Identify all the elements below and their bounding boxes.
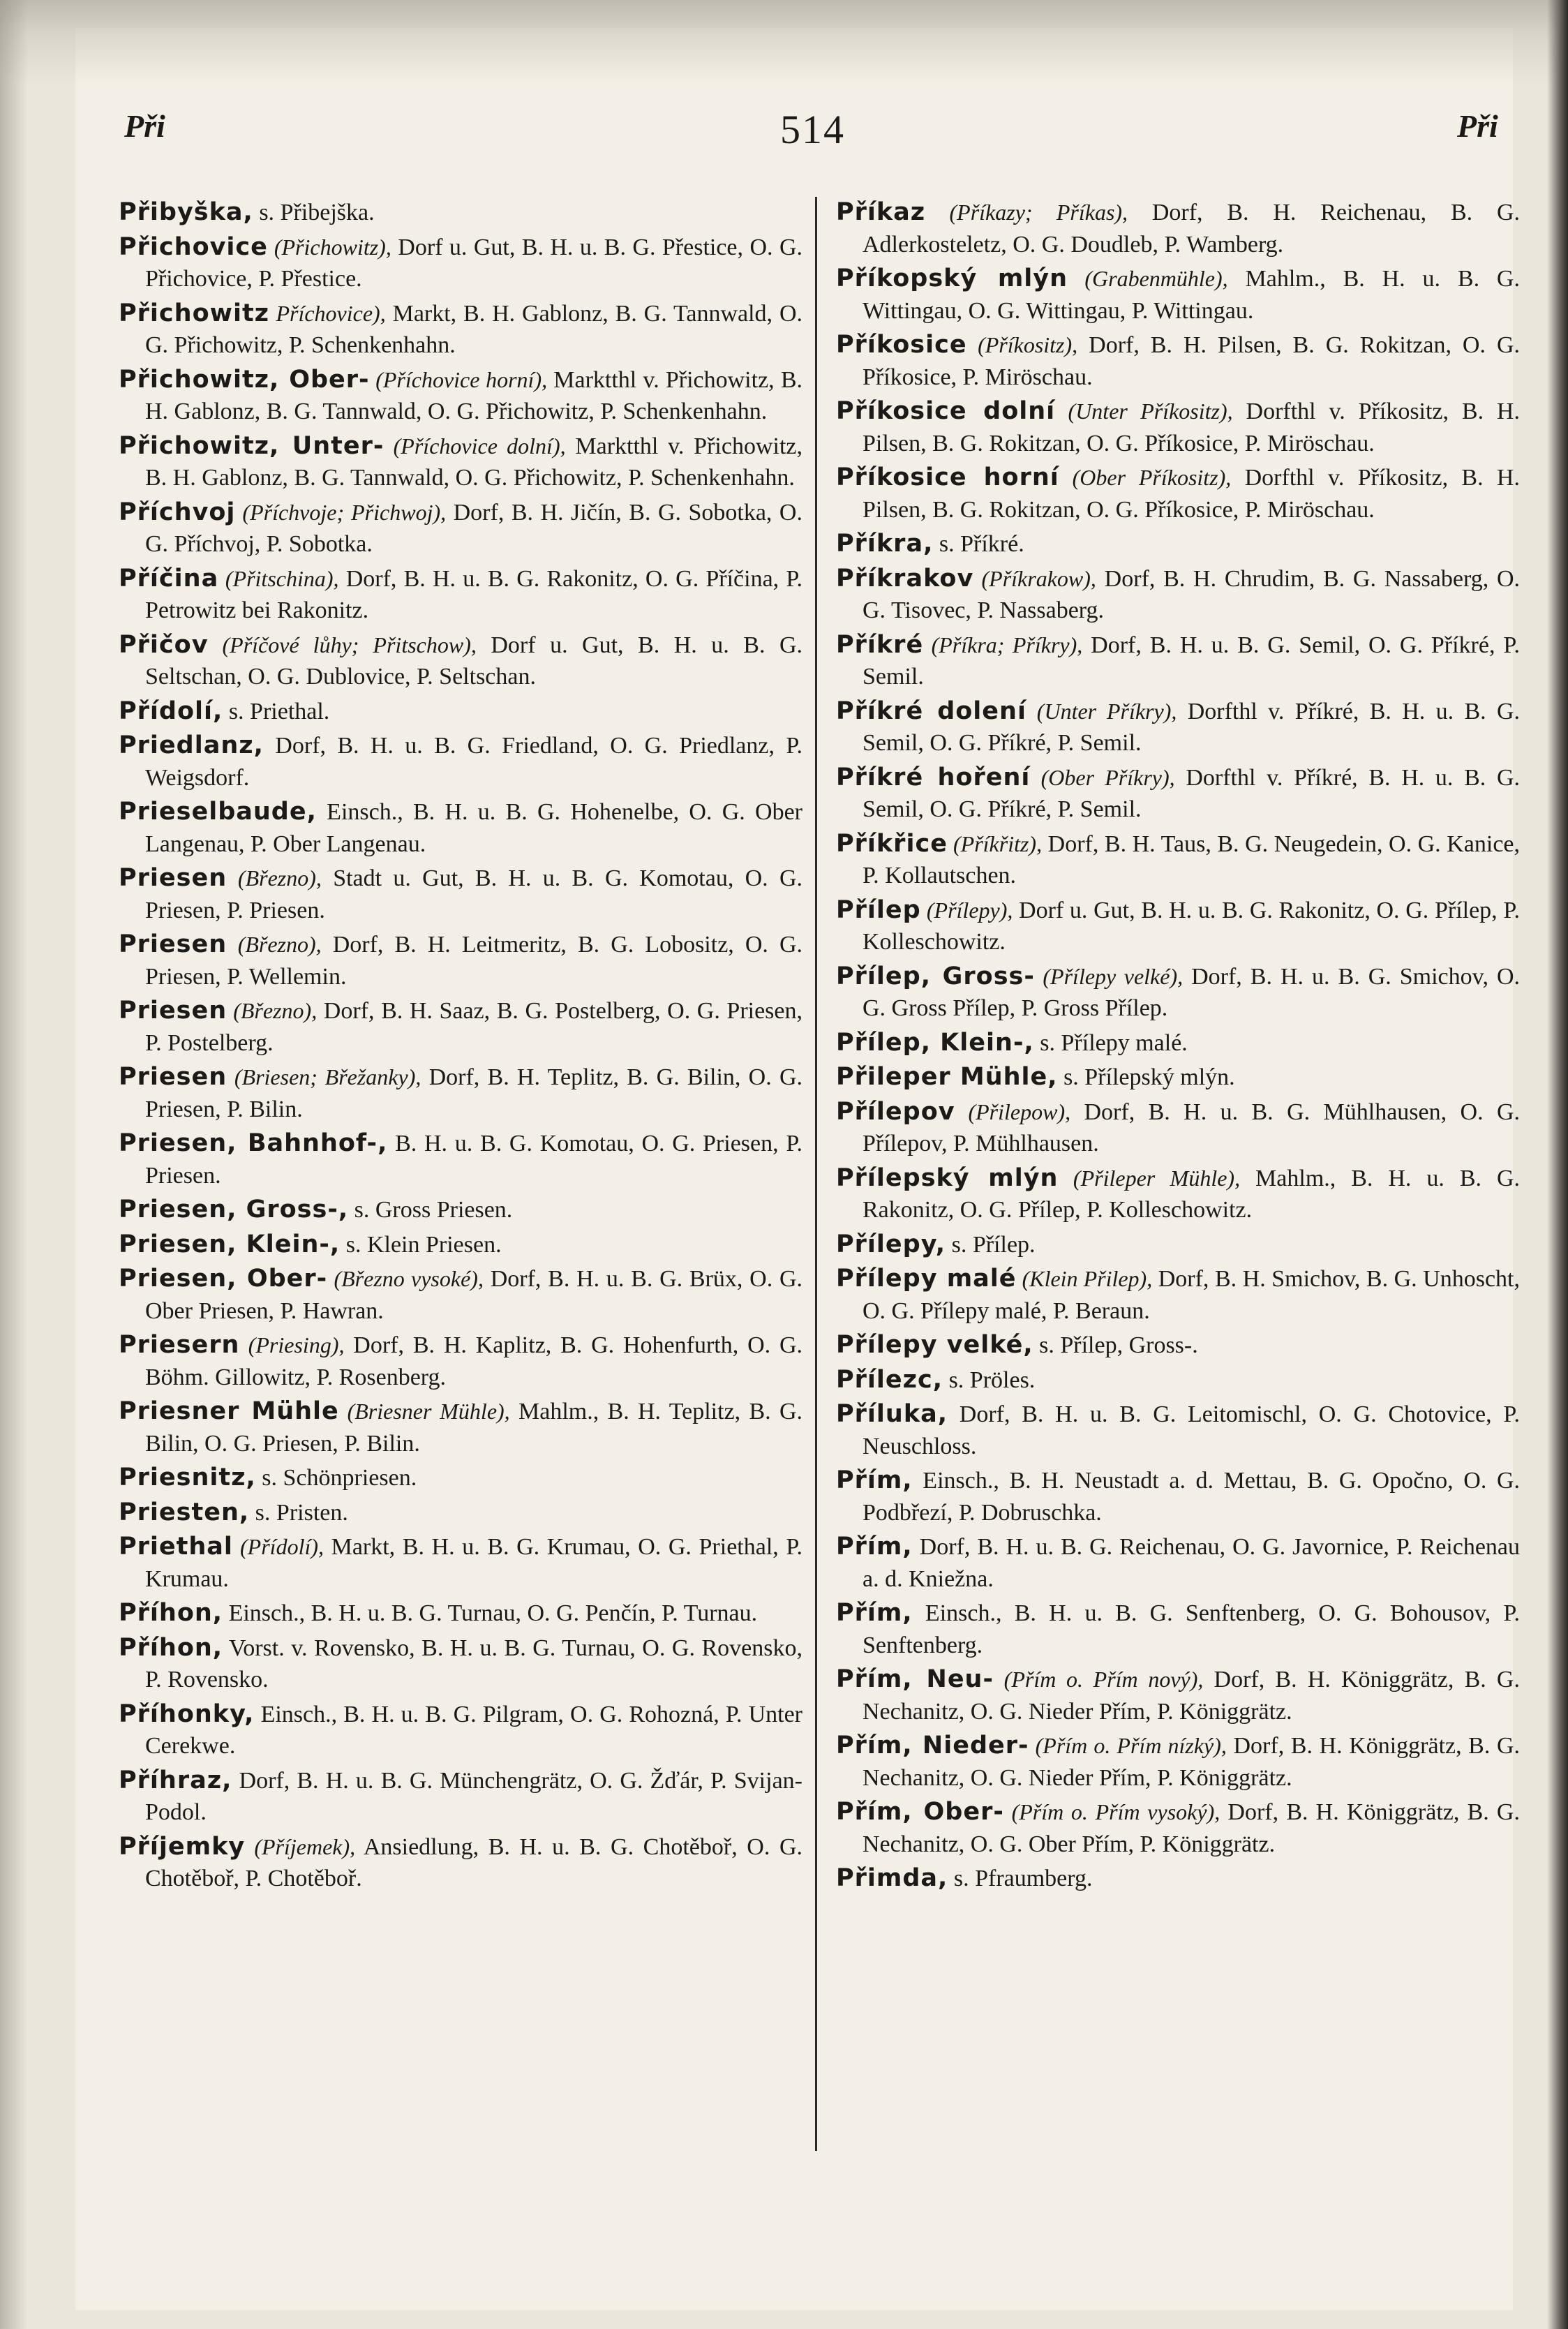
gazetteer-entry bbox=[119, 1062, 802, 1125]
entry-headword: Příhon, bbox=[119, 1633, 223, 1662]
entry-description: s. Přibejška. bbox=[253, 200, 375, 225]
entry-alternate-name: (Unter Příkry), bbox=[1026, 698, 1177, 724]
gazetteer-entry bbox=[119, 1128, 802, 1191]
entry-alternate-name: (Briesen; Břežanky), bbox=[227, 1064, 421, 1089]
entry-headword: Příkré hoření bbox=[836, 763, 1031, 791]
gazetteer-entry bbox=[119, 730, 802, 794]
entry-description: Dorf, B. H. u. B. G. Leitomischl, O. G. Chotovice, P. Neuschloss. bbox=[863, 1401, 1520, 1459]
gazetteer-entry bbox=[119, 1229, 802, 1261]
entry-headword: Priethal bbox=[119, 1533, 233, 1561]
entry-headword: Přílezc, bbox=[836, 1365, 943, 1394]
entry-alternate-name: (Příkřitz), bbox=[947, 831, 1043, 856]
entry-description: Dorf, B. H. Smichov, B. G. Unhoscht, O. G. Přílepy malé, P. Beraun. bbox=[863, 1266, 1521, 1324]
entry-headword: Příhraz, bbox=[119, 1766, 232, 1794]
gazetteer-entry bbox=[119, 1396, 802, 1459]
entry-alternate-name: (Březno), bbox=[227, 865, 322, 891]
entry-headword: Priesen, Gross-, bbox=[119, 1196, 349, 1223]
entry-headword: Přichowitz, Unter- bbox=[119, 431, 384, 460]
gazetteer-entry bbox=[836, 895, 1520, 958]
entry-headword: Priesen, Ober- bbox=[119, 1265, 328, 1293]
entry-description: Einsch., B. H. u. B. G. Senftenberg, O. G. Bohousov, P. Senftenberg. bbox=[863, 1600, 1520, 1658]
gazetteer-entry bbox=[119, 1531, 802, 1595]
entry-headword: Přím, bbox=[836, 1533, 913, 1561]
entry-description: Dorf, B. H. u. B. G. Reichenau, O. G. Javornice, P. Reichenau a. d. Kniežna. bbox=[863, 1534, 1520, 1592]
entry-description: Dorf, B. H. Saaz, B. G. Postelberg, O. G. Priesen, P. Postelberg. bbox=[145, 998, 803, 1056]
entry-alternate-name: (Březno vysoké), bbox=[327, 1266, 484, 1291]
entry-headword: Priesnitz, bbox=[119, 1464, 256, 1491]
entry-description: B. H. u. B. G. Komotau, O. G. Priesen, P. Priesen. bbox=[145, 1131, 802, 1189]
entry-description: s. Pristen. bbox=[249, 1499, 348, 1526]
entry-headword: Přičov bbox=[119, 630, 209, 659]
gazetteer-entry bbox=[836, 263, 1520, 327]
entry-headword: Příkaz bbox=[836, 198, 926, 226]
entry-description: s. Pfraumberg. bbox=[948, 1866, 1093, 1891]
column-rule bbox=[815, 197, 817, 2151]
running-head-right: Při bbox=[1457, 108, 1498, 144]
entry-alternate-name: (Ober Příkry), bbox=[1030, 764, 1175, 790]
entry-description: Dorfthl v. Příkositz, B. H. Pilsen, B. G. Rokitzan, O. G. Příkosice, P. Miröschau. bbox=[863, 465, 1520, 523]
gazetteer-entry bbox=[119, 298, 802, 362]
entry-description: Dorf, B. H. u. B. G. Mühlhausen, O. G. Přílepov, P. Mühlhausen. bbox=[863, 1099, 1521, 1156]
entry-description: Mahlm., B. H. u. B. G. Rakonitz, O. G. Přílep, P. Kolleschowitz. bbox=[863, 1165, 1521, 1223]
gazetteer-entry bbox=[119, 630, 802, 693]
gazetteer-entry bbox=[836, 630, 1520, 693]
entry-headword: Příkré dolení bbox=[836, 697, 1026, 725]
running-head-left: Při bbox=[124, 108, 165, 144]
gazetteer-entry bbox=[836, 1730, 1520, 1794]
entry-description: Einsch., B. H. u. B. G. Turnau, O. G. Penčín, P. Turnau. bbox=[223, 1600, 758, 1626]
gazetteer-entry bbox=[119, 431, 802, 494]
entry-headword: Přílep bbox=[836, 895, 921, 924]
gazetteer-entry bbox=[836, 1664, 1520, 1727]
entry-headword: Přím, Nieder- bbox=[836, 1732, 1029, 1759]
gazetteer-entry bbox=[119, 995, 802, 1059]
gazetteer-entry bbox=[119, 929, 802, 992]
entry-description: s. Klein Priesen. bbox=[340, 1231, 502, 1258]
entry-description: Dorf u. Gut, B. H. u. B. G. Přestice, O. G. Přichovice, P. Přestice. bbox=[145, 234, 802, 292]
entry-description: Ansiedlung, B. H. u. B. G. Chotěboř, O. G. Chotěboř, P. Chotěboř. bbox=[145, 1833, 803, 1891]
gazetteer-entry bbox=[119, 197, 802, 229]
scan-left-shadow bbox=[0, 0, 28, 2329]
gazetteer-entry bbox=[836, 197, 1520, 260]
entry-headword: Přílepy velké, bbox=[836, 1331, 1033, 1359]
gazetteer-entry bbox=[119, 232, 802, 295]
entry-description: Dorf u. Gut, B. H. u. B. G. Seltschan, O. G. Dublovice, P. Seltschan. bbox=[145, 632, 803, 690]
entry-headword: Příčina bbox=[119, 564, 219, 593]
entry-headword: Přím, bbox=[836, 1466, 913, 1494]
gazetteer-entry bbox=[836, 1062, 1520, 1094]
gazetteer-entry bbox=[119, 796, 802, 860]
entry-alternate-name: (Přileper Mühle), bbox=[1058, 1165, 1241, 1191]
entry-alternate-name: (Příkositz), bbox=[966, 332, 1078, 357]
entry-headword: Příhon, bbox=[119, 1599, 223, 1627]
entry-description: Dorf, B. H. Königgrätz, B. G. Nechanitz, O. G. Ober Přím, P. Königgrätz. bbox=[863, 1799, 1520, 1857]
entry-description: Einsch., B. H. Neustadt a. d. Mettau, B. G. Opočno, O. G. Podbřezí, P. Dobruschka. bbox=[863, 1468, 1520, 1526]
gazetteer-entry bbox=[119, 563, 802, 627]
gazetteer-entry bbox=[119, 863, 802, 926]
entry-headword: Příhonky, bbox=[119, 1699, 255, 1728]
entry-alternate-name: (Přitschina), bbox=[218, 565, 339, 591]
gazetteer-entry bbox=[836, 1027, 1520, 1059]
gazetteer-entry bbox=[836, 1163, 1520, 1226]
entry-headword: Přílep, Klein-, bbox=[836, 1028, 1034, 1057]
entry-alternate-name: (Ober Příkositz), bbox=[1059, 465, 1232, 490]
entry-alternate-name: (Příchovice dolní), bbox=[384, 433, 566, 459]
entry-headword: Příkra, bbox=[836, 530, 934, 558]
entry-headword: Priedlanz, bbox=[119, 731, 264, 759]
entry-alternate-name: (Příkazy; Příkas), bbox=[925, 200, 1128, 225]
entry-alternate-name: (Unter Příkositz), bbox=[1055, 399, 1233, 424]
gazetteer-entry bbox=[119, 1263, 802, 1327]
entry-alternate-name: (Přílepy velké), bbox=[1034, 963, 1184, 989]
entry-description: Einsch., B. H. u. B. G. Hohenelbe, O. G. Ober Langenau, P. Ober Langenau. bbox=[145, 799, 802, 857]
entry-headword: Priesten, bbox=[119, 1498, 250, 1526]
entry-alternate-name: (Příchvoje; Přichwoj), bbox=[235, 499, 447, 525]
gazetteer-entry bbox=[836, 329, 1520, 393]
gazetteer-entry bbox=[119, 1330, 802, 1393]
gazetteer-entry bbox=[836, 1531, 1520, 1595]
entry-headword: Příkopský mlýn bbox=[836, 265, 1068, 292]
left-column bbox=[119, 197, 802, 1898]
entry-headword: Priesern bbox=[119, 1331, 240, 1359]
entry-description: Dorfthl v. Příkré, B. H. u. B. G. Semil, O. G. Příkré, P. Semil. bbox=[863, 764, 1521, 822]
gazetteer-entry bbox=[836, 696, 1520, 759]
right-column bbox=[836, 197, 1520, 1898]
entry-headword: Priesner Mühle bbox=[119, 1397, 339, 1425]
entry-headword: Přimda, bbox=[836, 1864, 948, 1892]
gazetteer-entry bbox=[119, 696, 802, 728]
gazetteer-entry bbox=[119, 1699, 802, 1762]
entry-description: s. Přílep, Gross-. bbox=[1033, 1332, 1198, 1358]
entry-alternate-name: (Grabenmühle), bbox=[1068, 266, 1228, 291]
gazetteer-entry bbox=[119, 1765, 802, 1829]
entry-alternate-name: (Přílepy), bbox=[920, 897, 1013, 923]
entry-description: s. Přílepy malé. bbox=[1033, 1029, 1188, 1056]
entry-description: Dorf, B. H. Leitmeritz, B. G. Lobositz, O. G. Priesen, P. Wellemin. bbox=[145, 932, 802, 990]
entry-description: Marktthl v. Přichowitz, B. H. Gablonz, B. G. Tannwald, O. G. Přichowitz, P. Schenkenhahn. bbox=[145, 366, 803, 424]
entry-description: Einsch., B. H. u. B. G. Pilgram, O. G. Rohozná, P. Unter Cerekwe. bbox=[145, 1701, 802, 1759]
entry-description: Dorf, B. H. u. B. G. Smichov, O. G. Gross Přílep, P. Gross Přílep. bbox=[863, 963, 1520, 1021]
entry-description: Dorf, B. H. Königgrätz, B. G. Nechanitz, O. G. Nieder Přím, P. Königgrätz. bbox=[863, 1733, 1520, 1791]
scan-top-shadow bbox=[0, 0, 1568, 84]
gazetteer-entry bbox=[119, 1598, 802, 1630]
entry-alternate-name: (Přilepow), bbox=[955, 1099, 1071, 1124]
entry-description: s. Gross Priesen. bbox=[348, 1197, 513, 1223]
entry-alternate-name: (Příchovice horní), bbox=[369, 366, 548, 392]
entry-description: Mahlm., B. H. Teplitz, B. G. Bilin, O. G. Priesen, P. Bilin. bbox=[145, 1399, 803, 1457]
entry-headword: Přichowitz, Ober- bbox=[119, 365, 370, 394]
entry-alternate-name: (Přím o. Přím nový), bbox=[994, 1667, 1204, 1692]
gazetteer-entry bbox=[836, 1465, 1520, 1528]
gazetteer-entry bbox=[836, 762, 1520, 826]
entry-description: Dorf, B. H. Chrudim, B. G. Nassaberg, O. G. Tisovec, P. Nassaberg. bbox=[863, 565, 1520, 623]
entry-description: Dorf, B. H. u. B. G. Semil, O. G. Příkré, P. Semil. bbox=[863, 632, 1521, 690]
gazetteer-entry bbox=[836, 1229, 1520, 1261]
entry-description: s. Priethal. bbox=[223, 698, 330, 724]
entry-alternate-name: (Příkrakow), bbox=[973, 565, 1096, 591]
entry-alternate-name: (Přídolí), bbox=[232, 1534, 324, 1559]
entry-description: Stadt u. Gut, B. H. u. B. G. Komotau, O. G. Priesen, P. Priesen. bbox=[145, 865, 803, 923]
gazetteer-entry bbox=[836, 1096, 1520, 1160]
gazetteer-entry bbox=[836, 1364, 1520, 1397]
entry-description: Dorf, B. H. Pilsen, B. G. Rokitzan, O. G. Příkosice, P. Miröschau. bbox=[863, 332, 1520, 390]
entry-headword: Přílepský mlýn bbox=[836, 1163, 1059, 1192]
entry-headword: Příchvoj bbox=[119, 498, 236, 526]
gazetteer-entry bbox=[836, 1399, 1520, 1462]
entry-description: s. Pröles. bbox=[943, 1367, 1036, 1393]
gazetteer-entry bbox=[119, 1831, 802, 1895]
entry-alternate-name: Příchovice), bbox=[269, 300, 386, 326]
entry-description: s. Přílep. bbox=[946, 1231, 1036, 1258]
entry-description: Dorfthl v. Příkositz, B. H. Pilsen, B. G. Rokitzan, O. G. Příkosice, P. Miröschau. bbox=[863, 399, 1520, 456]
gazetteer-entry bbox=[836, 528, 1520, 560]
entry-alternate-name: (Březno), bbox=[227, 998, 318, 1023]
gazetteer-entry bbox=[836, 1263, 1520, 1327]
entry-headword: Příjemky bbox=[119, 1832, 246, 1861]
entry-headword: Přídolí, bbox=[119, 697, 223, 725]
entry-alternate-name: (Příkra; Příkry), bbox=[923, 632, 1083, 657]
entry-headword: Priesen bbox=[119, 997, 227, 1025]
entry-headword: Přichovice bbox=[119, 232, 268, 261]
gazetteer-entry bbox=[836, 1330, 1520, 1362]
entry-headword: Přím, Ober- bbox=[836, 1798, 1004, 1826]
entry-description: Dorf, B. H. u. B. G. Brüx, O. G. Ober Priesen, P. Hawran. bbox=[145, 1266, 802, 1324]
entry-alternate-name: (Klein Přilep), bbox=[1016, 1266, 1153, 1291]
entry-headword: Příkré bbox=[836, 630, 924, 659]
entry-headword: Přílep, Gross- bbox=[836, 962, 1035, 990]
entry-alternate-name: (Příčové lůhy; Přitschow), bbox=[208, 632, 477, 657]
gazetteer-entry bbox=[836, 396, 1520, 459]
entry-alternate-name: (Příjemek), bbox=[245, 1833, 356, 1859]
entry-headword: Přílepy malé bbox=[836, 1265, 1017, 1293]
entry-headword: Příkosice dolní bbox=[836, 397, 1056, 425]
gazetteer-entry bbox=[119, 1632, 802, 1696]
entry-description: Dorf u. Gut, B. H. u. B. G. Rakonitz, O. G. Přílep, P. Kolleschowitz. bbox=[863, 897, 1520, 955]
entry-headword: Příkřice bbox=[836, 829, 948, 858]
entry-headword: Priesen bbox=[119, 930, 227, 958]
entry-headword: Přím, bbox=[836, 1599, 913, 1627]
gazetteer-entry bbox=[836, 1598, 1520, 1661]
entry-description: Dorf, B. H. u. B. G. Rakonitz, O. G. Příčina, P. Petrowitz bei Rakonitz. bbox=[145, 565, 803, 623]
entry-headword: Priesen bbox=[119, 864, 227, 892]
entry-description: Dorfthl v. Příkré, B. H. u. B. G. Semil, O. G. Příkré, P. Semil. bbox=[863, 698, 1521, 756]
page-number: 514 bbox=[780, 107, 845, 152]
entry-headword: Příkosice bbox=[836, 331, 967, 359]
scan-right-edge bbox=[1547, 0, 1568, 2329]
entry-alternate-name: (Přím o. Přím vysoký), bbox=[1003, 1799, 1220, 1824]
entry-headword: Priesen, Bahnhof-, bbox=[119, 1129, 388, 1157]
entry-description: Dorf, B. H. Taus, B. G. Neugedein, O. G. Kanice, P. Kollautschen. bbox=[863, 831, 1521, 888]
entry-description: Dorf, B. H. Königgrätz, B. G. Nechanitz, O. G. Nieder Přím, P. Königgrätz. bbox=[863, 1667, 1520, 1725]
entry-headword: Priesen bbox=[119, 1063, 227, 1091]
gazetteer-entry bbox=[836, 462, 1520, 526]
entry-headword: Priesen, Klein-, bbox=[119, 1230, 341, 1258]
gazetteer-entry bbox=[836, 828, 1520, 892]
gazetteer-entry bbox=[119, 364, 802, 428]
entry-headword: Příkrakov bbox=[836, 564, 974, 593]
entry-description: Dorf, B. H. u. B. G. Münchengrätz, O. G. Žďár, P. Svijan-Podol. bbox=[145, 1767, 802, 1825]
entry-description: Dorf, B. H. u. B. G. Friedland, O. G. Priedlanz, P. Weigsdorf. bbox=[145, 733, 802, 791]
entry-description: s. Příkré. bbox=[933, 531, 1024, 557]
gazetteer-entry bbox=[119, 1194, 802, 1226]
entry-description: Dorf, B. H. Teplitz, B. G. Bilin, O. G. Priesen, P. Bilin. bbox=[145, 1064, 802, 1122]
entry-description: Dorf, B. H. Jičín, B. G. Sobotka, O. G. Příchvoj, P. Sobotka. bbox=[145, 499, 802, 557]
entry-description: Markt, B. H. u. B. G. Krumau, O. G. Priethal, P. Krumau. bbox=[145, 1534, 802, 1592]
gazetteer-entry bbox=[836, 1796, 1520, 1860]
gazetteer-entry bbox=[119, 1462, 802, 1494]
entry-description: Dorf, B. H. Kaplitz, B. G. Hohenfurth, O. G. Böhm. Gillowitz, P. Rosenberg. bbox=[145, 1332, 803, 1390]
gazetteer-entry bbox=[836, 563, 1520, 627]
entry-description: Dorf, B. H. Reichenau, B. G. Adlerkosteletz, O. G. Doudleb, P. Wamberg. bbox=[863, 200, 1521, 258]
entry-headword: Prieselbaude, bbox=[119, 798, 317, 826]
entry-alternate-name: (Březno), bbox=[227, 932, 322, 957]
gazetteer-entry bbox=[119, 497, 802, 560]
entry-alternate-name: (Přím o. Přím nízký), bbox=[1029, 1733, 1227, 1758]
entry-headword: Přibyška, bbox=[119, 198, 253, 226]
entry-description: Markt, B. H. Gablonz, B. G. Tannwald, O. G. Přichowitz, P. Schenkenhahn. bbox=[145, 300, 802, 358]
entry-alternate-name: (Briesner Mühle), bbox=[338, 1399, 510, 1424]
entry-description: s. Přílepský mlýn. bbox=[1057, 1064, 1235, 1090]
entry-headword: Přileper Mühle, bbox=[836, 1063, 1058, 1091]
entry-headword: Příluka, bbox=[836, 1400, 948, 1428]
entry-description: Mahlm., B. H. u. B. G. Wittingau, O. G. Wittingau, P. Wittingau. bbox=[863, 266, 1520, 324]
entry-headword: Přím, Neu- bbox=[836, 1665, 994, 1693]
gazetteer-entry bbox=[836, 961, 1520, 1025]
entry-headword: Přílepov bbox=[836, 1097, 955, 1126]
entry-description: Vorst. v. Rovensko, B. H. u. B. G. Turnau, O. G. Rovensko, P. Rovensko. bbox=[145, 1635, 802, 1692]
entry-headword: Přílepy, bbox=[836, 1230, 946, 1258]
gazetteer-entry bbox=[119, 1497, 802, 1529]
entry-alternate-name: (Priesing), bbox=[239, 1332, 345, 1357]
entry-alternate-name: (Přichowitz), bbox=[267, 234, 391, 260]
entry-description: Marktthl v. Přichowitz, B. H. Gablonz, B. G. Tannwald, O. G. Přichowitz, P. Schenkenhahn. bbox=[145, 433, 802, 491]
entry-headword: Příkosice horní bbox=[836, 463, 1059, 491]
entry-headword: Přichowitz bbox=[119, 299, 270, 327]
entry-description: s. Schönpriesen. bbox=[255, 1465, 417, 1491]
gazetteer-entry bbox=[836, 1863, 1520, 1895]
